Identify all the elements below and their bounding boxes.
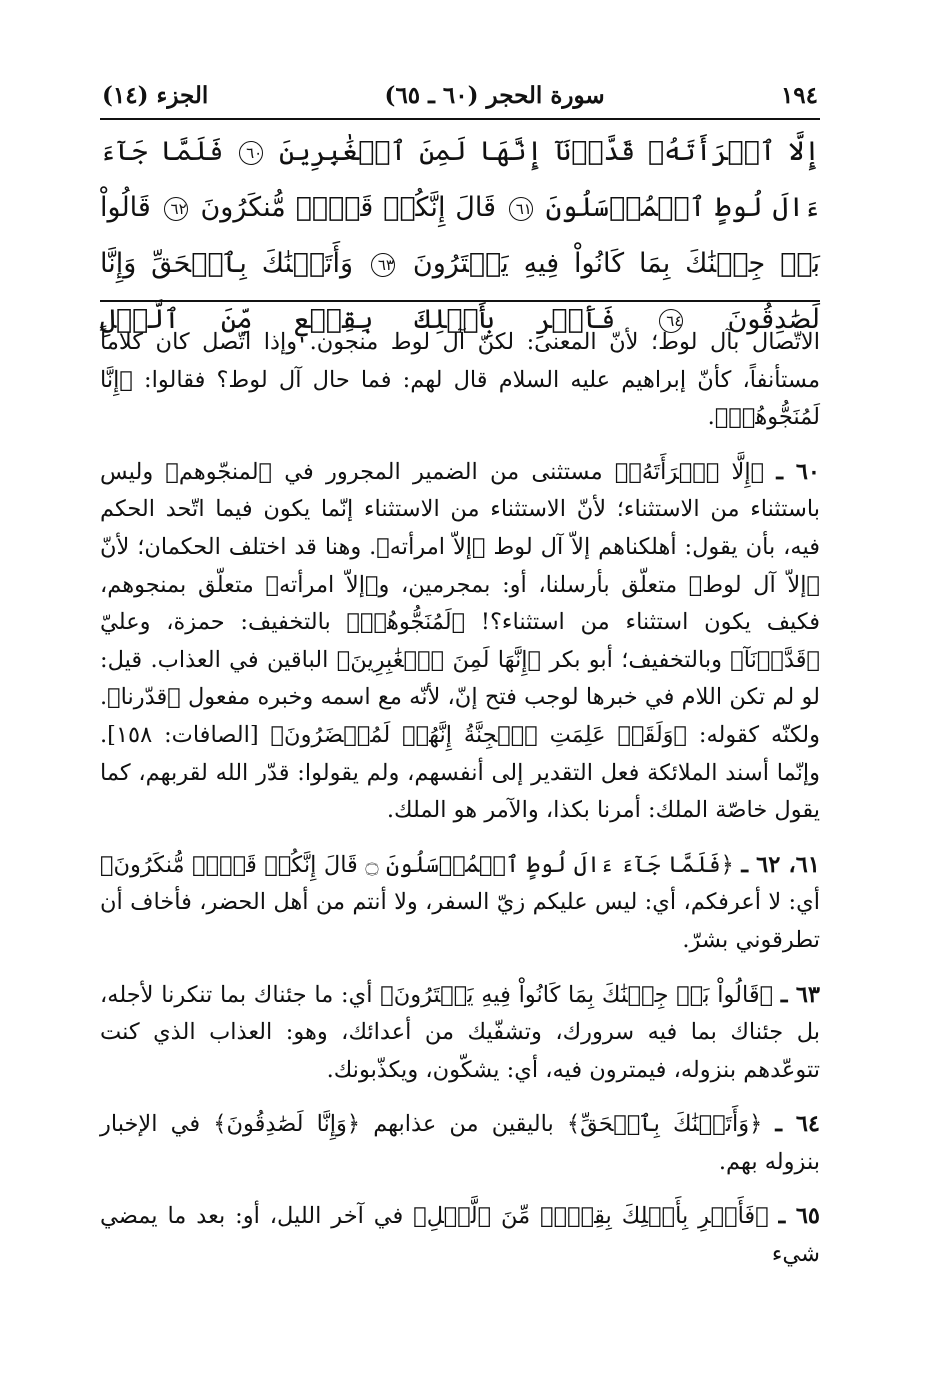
commentary-paragraph bbox=[100, 1106, 820, 1181]
paragraph-text: ﴿قَالُواْ بَلۡ جِئۡنَٰكَ بِمَا كَانُواْ فِيهِ يَمۡتَرُونَ﴾ أي: ما جئناك بما تنكرنا لأجله، بل جئناك بما فيه سرورك، وتشفّيك من أعدائك، وهو: العذاب الذي كنت تتوعّدهم بنزوله، فيمترون فيه، أي: يشكّون، ويكذّبونك. bbox=[100, 981, 820, 1083]
paragraph-text: ﴿وَأَتَيۡنَٰكَ بِٱلۡحَقِّ﴾ باليقين من عذابهم ﴿وَإِنَّا لَصَٰدِقُونَ﴾ في الإخبار بنزوله بهم. bbox=[100, 1111, 820, 1175]
verse-marker-64: ٦٤ bbox=[659, 309, 683, 333]
verse-marker-60: ٦٠ bbox=[239, 141, 263, 165]
page-header bbox=[100, 82, 820, 118]
commentary-paragraph bbox=[100, 977, 820, 1090]
paragraph-text: ﴿فَأَسۡرِ بِأَهۡلِكَ بِقِطۡعٖ مِّنَ ٱلَّيۡلِ﴾ في آخر الليل، أو: بعد ما يمضي شيء bbox=[100, 1203, 820, 1268]
commentary-paragraph bbox=[100, 324, 820, 437]
commentary-body bbox=[100, 324, 820, 1274]
verse-62-text: قَالَ إِنَّكُمۡ قَوۡمٞ مُّنكَرُونَ bbox=[200, 192, 497, 223]
verse-number-label: ٦١، ٦٢ ـ bbox=[741, 851, 820, 878]
commentary-paragraph bbox=[100, 847, 820, 960]
paragraph-text: ﴿إِلَّا ٱمۡرَأَتَهُۥ﴾ مستثنى من الضمير المجرور في ﴿لمنجّوهم﴾ وليس باستثناء من الاستثناء؛ لأنّ الاستثناء من الاستثناء إنّما يكون فيما اتّحد الحكم فيه، بأن يقول: أهلكناهم إلاّ آل لوط ﴿إلاّ امرأته﴾. وهنا قد اختلف الحكمان؛ لأنّ ﴿إلاّ آل لوط﴾ متعلّق بأرسلنا، أو: بمجرمين، و﴿إلاّ امرأته﴾ متعلّق بمنجوهم، فكيف يكون استثناء من استثناء؟! ﴿لَمُنَجُّوهُمۡ﴾ بالتخفيف: حمزة، وعليّ ﴿قَدَّرۡنَآ﴾ وبالتخفيف؛ أبو بكر ﴿إِنَّهَا لَمِنَ ٱلۡغَٰبِرِينَ﴾ الباقين في العذاب. قيل: لو لم تكن اللام في خبرها لوجب فتح إنّ، لأنّه مع اسمه وخبره مفعول ﴿قدّرنا﴾. ولكنّه كقوله: ﴿وَلَقَدۡ عَلِمَتِ ٱلۡجِنَّةُ إِنَّهُمۡ لَمُحۡضَرُونَ﴾ [الصافات: ١٥٨]. وإنّما أسند الملائكة فعل التقدير إلى أنفسهم، ولم يقولوا: قدّر الله لقربهم، كما يقول خاصّة الملك: أمرنا بكذا، والآمر هو الملك. bbox=[100, 458, 820, 824]
paragraph-text: ﴿فَلَمَّا جَآءَ ءَالَ لُوطٍ ٱلۡمُرۡسَلُونَ ۝ قَالَ إِنَّكُمۡ قَوۡمٞ مُّنكَرُونَ﴾ أي: لا أعرفكم، أي: ليس عليكم زيّ السفر، ولا أنتم من أهل الحضر، فأخاف أن تطرقوني بشرّ. bbox=[100, 851, 820, 953]
verse-65-text: فَأَسۡرِ بِأَهۡلِكَ بِقِطۡعٖ مِّنَ ٱلَّيۡلِ bbox=[100, 304, 616, 335]
paragraph-text: الاتّصال بآل لوط؛ لأنّ المعنى: لكنّ آل لوط منجون. وإذا اتّصل كان كلاماً مستأنفاً، كأنّ إبراهيم عليه السلام قال لهم: فما حال آل لوط؟ فقالوا: ﴿إِنَّا لَمُنَجُّوهُمۡ﴾. bbox=[100, 329, 820, 431]
verse-marker-62: ٦٢ bbox=[164, 197, 188, 221]
juz-label: الجزء (١٤) bbox=[102, 82, 209, 109]
verse-marker-61: ٦١ bbox=[509, 197, 533, 221]
verse-63-text: قَالُواْ بَلۡ جِئۡنَٰكَ بِمَا كَانُواْ فِيهِ يَمۡتَرُونَ bbox=[100, 192, 820, 279]
commentary-paragraph bbox=[100, 454, 820, 830]
surah-title: سورة الحجر (٦٠ ـ ٦٥) bbox=[384, 82, 605, 109]
quran-verses bbox=[100, 120, 820, 335]
verse-number-label: ٦٥ ـ bbox=[778, 1203, 820, 1230]
commentary-paragraph bbox=[100, 1198, 820, 1273]
verse-number-label: ٦٠ ـ bbox=[776, 458, 820, 485]
verse-61-text: فَلَمَّا جَآءَ ءَالَ لُوطٍ ٱلۡمُرۡسَلُونَ bbox=[100, 136, 820, 223]
verse-marker-63: ٦٣ bbox=[371, 253, 395, 277]
verse-number-label: ٦٣ ـ bbox=[780, 981, 820, 1008]
verse-number-label: ٦٤ ـ bbox=[775, 1111, 820, 1138]
book-page bbox=[100, 82, 820, 1291]
verse-64-text: وَأَتَيۡنَٰكَ بِٱلۡحَقِّ وَإِنَّا لَصَٰدِقُونَ bbox=[100, 248, 820, 335]
verse-60-text: إِلَّا ٱمۡرَأَتَهُۥ قَدَّرۡنَآ إِنَّهَا لَمِنَ ٱلۡغَٰبِرِينَ bbox=[279, 136, 820, 167]
page-number: ١٩٤ bbox=[780, 82, 818, 109]
